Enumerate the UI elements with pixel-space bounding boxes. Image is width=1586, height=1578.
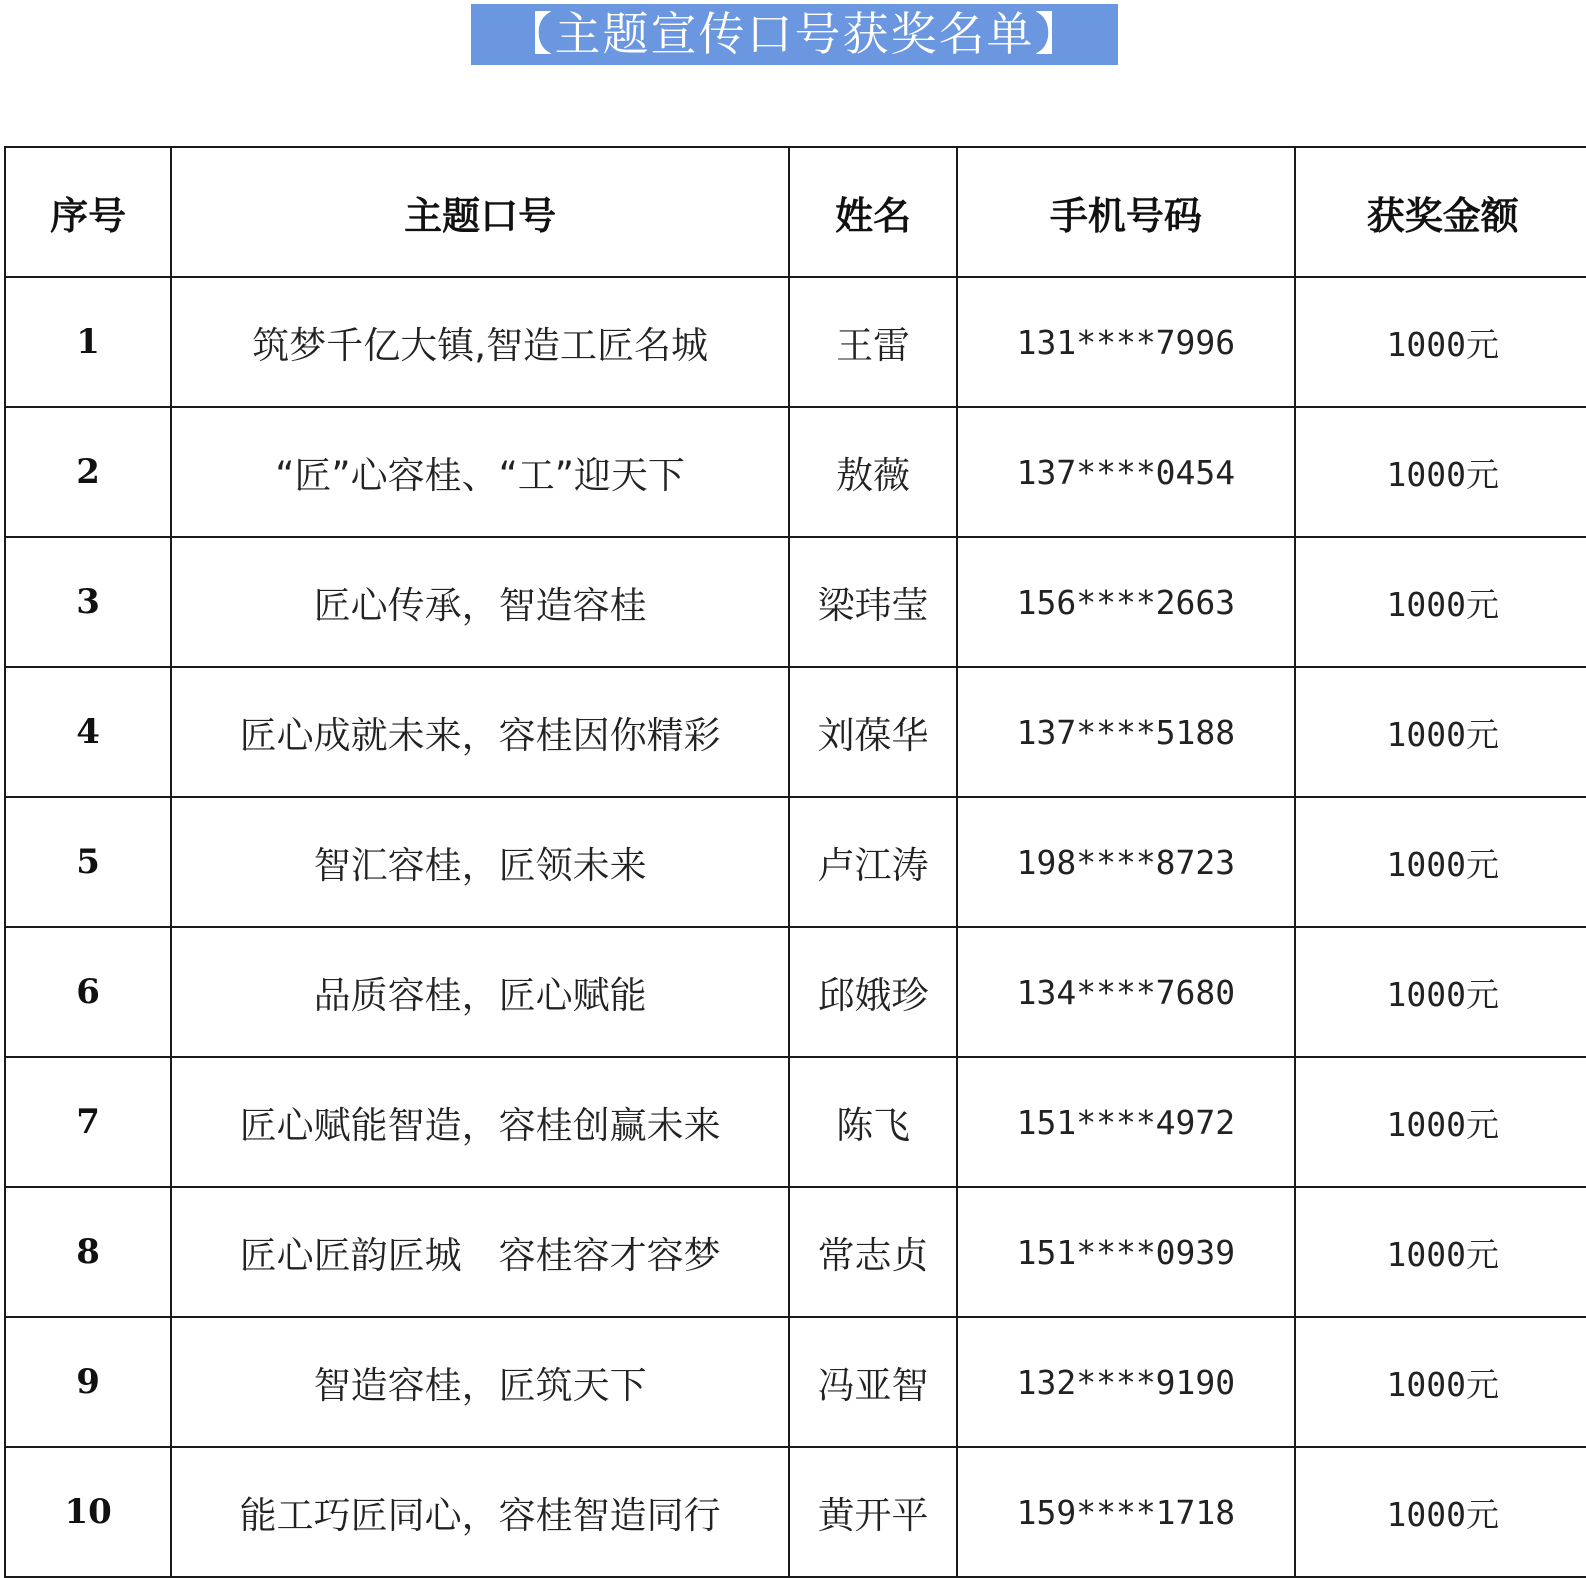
- header-phone: 手机号码: [957, 147, 1294, 277]
- cell-no: 6: [5, 927, 171, 1057]
- cell-no: 7: [5, 1057, 171, 1187]
- cell-phone: 137****0454: [957, 407, 1294, 537]
- cell-phone: 156****2663: [957, 537, 1294, 667]
- cell-name: 邱娥珍: [789, 927, 957, 1057]
- table-row: [5, 797, 1586, 927]
- cell-slogan: 匠心成就未来，容桂因你精彩: [171, 667, 789, 797]
- cell-name: 常志贞: [789, 1187, 957, 1317]
- header-name: 姓名: [789, 147, 957, 277]
- table-row: [5, 1057, 1586, 1187]
- table-row: [5, 1317, 1586, 1447]
- cell-slogan: 筑梦千亿大镇,智造工匠名城: [171, 277, 789, 407]
- cell-phone: 198****8723: [957, 797, 1294, 927]
- cell-prize: 1000元: [1295, 407, 1586, 537]
- cell-prize: 1000元: [1295, 277, 1586, 407]
- cell-slogan: 匠心传承，智造容桂: [171, 537, 789, 667]
- table-row: [5, 667, 1586, 797]
- cell-no: 10: [5, 1447, 171, 1577]
- cell-phone: 131****7996: [957, 277, 1294, 407]
- cell-prize: 1000元: [1295, 1317, 1586, 1447]
- cell-name: 刘葆华: [789, 667, 957, 797]
- cell-phone: 132****9190: [957, 1317, 1294, 1447]
- cell-prize: 1000元: [1295, 537, 1586, 667]
- cell-no: 3: [5, 537, 171, 667]
- cell-no: 2: [5, 407, 171, 537]
- table-row: [5, 537, 1586, 667]
- cell-slogan: “匠”心容桂、“工”迎天下: [171, 407, 789, 537]
- cell-name: 黄开平: [789, 1447, 957, 1577]
- cell-name: 梁玮莹: [789, 537, 957, 667]
- winners-table: [4, 146, 1586, 1578]
- table-row: [5, 1447, 1586, 1577]
- table-header-row: [5, 147, 1586, 277]
- cell-no: 5: [5, 797, 171, 927]
- cell-name: 敖薇: [789, 407, 957, 537]
- page-title: 【主题宣传口号获奖名单】: [471, 4, 1118, 65]
- header-prize: 获奖金额: [1295, 147, 1586, 277]
- cell-name: 王雷: [789, 277, 957, 407]
- cell-no: 8: [5, 1187, 171, 1317]
- header-slogan: 主题口号: [171, 147, 789, 277]
- cell-slogan: 品质容桂，匠心赋能: [171, 927, 789, 1057]
- cell-phone: 159****1718: [957, 1447, 1294, 1577]
- table-row: [5, 277, 1586, 407]
- cell-slogan: 匠心赋能智造，容桂创赢未来: [171, 1057, 789, 1187]
- cell-prize: 1000元: [1295, 1447, 1586, 1577]
- cell-prize: 1000元: [1295, 1187, 1586, 1317]
- cell-prize: 1000元: [1295, 1057, 1586, 1187]
- cell-prize: 1000元: [1295, 927, 1586, 1057]
- cell-phone: 151****4972: [957, 1057, 1294, 1187]
- cell-phone: 134****7680: [957, 927, 1294, 1057]
- header-no: 序号: [5, 147, 171, 277]
- table-row: [5, 927, 1586, 1057]
- cell-slogan: 能工巧匠同心，容桂智造同行: [171, 1447, 789, 1577]
- cell-no: 1: [5, 277, 171, 407]
- cell-slogan: 匠心匠韵匠城 容桂容才容梦: [171, 1187, 789, 1317]
- table-row: [5, 1187, 1586, 1317]
- cell-phone: 137****5188: [957, 667, 1294, 797]
- cell-phone: 151****0939: [957, 1187, 1294, 1317]
- cell-name: 陈飞: [789, 1057, 957, 1187]
- cell-slogan: 智造容桂，匠筑天下: [171, 1317, 789, 1447]
- cell-name: 卢江涛: [789, 797, 957, 927]
- cell-no: 9: [5, 1317, 171, 1447]
- cell-prize: 1000元: [1295, 797, 1586, 927]
- table-row: [5, 407, 1586, 537]
- cell-prize: 1000元: [1295, 667, 1586, 797]
- cell-name: 冯亚智: [789, 1317, 957, 1447]
- cell-no: 4: [5, 667, 171, 797]
- cell-slogan: 智汇容桂，匠领未来: [171, 797, 789, 927]
